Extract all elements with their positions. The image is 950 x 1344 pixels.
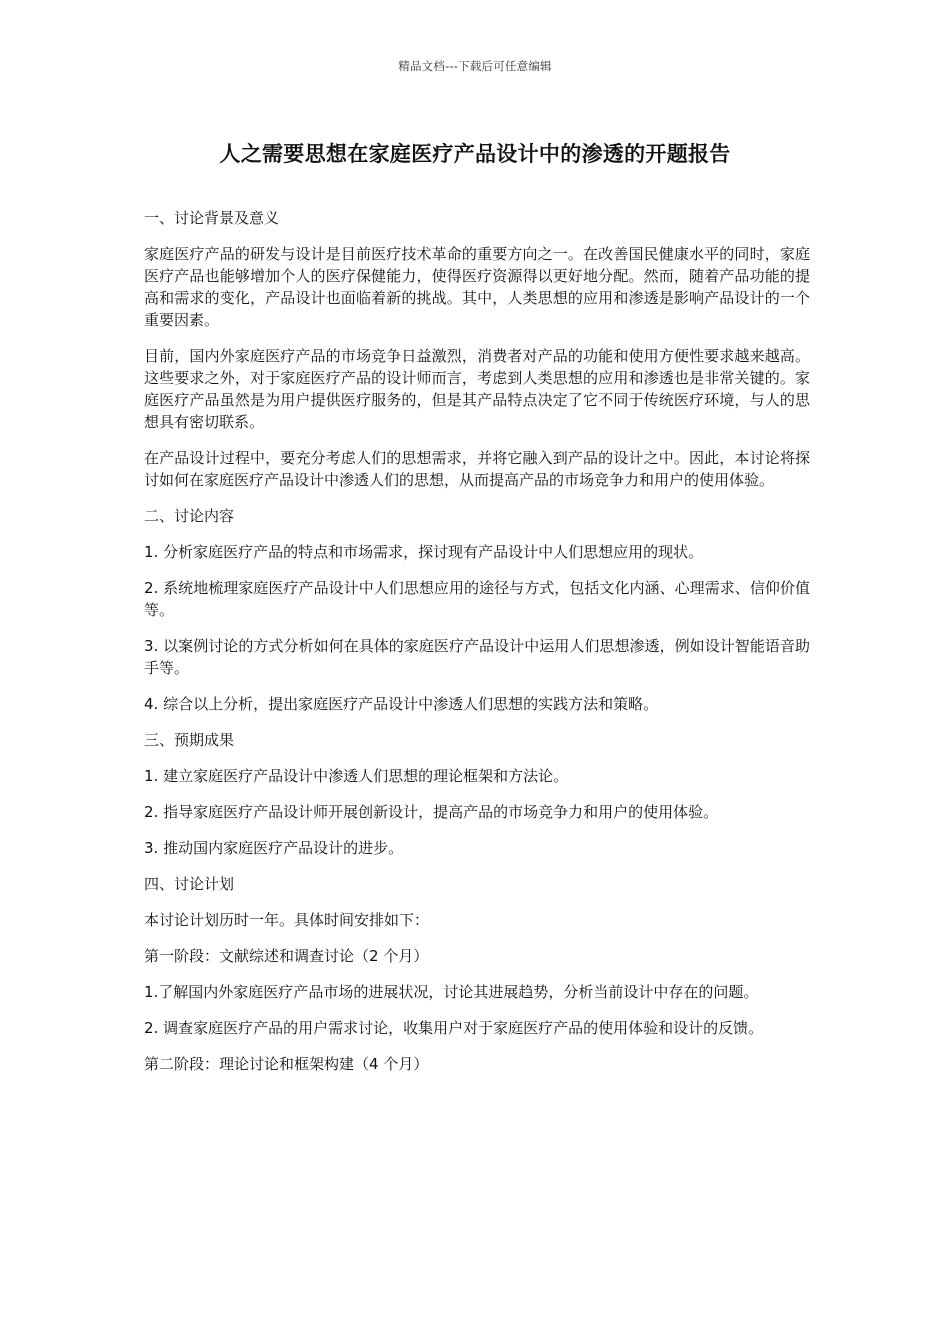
list-item: 1. 分析家庭医疗产品的特点和市场需求，探讨现有产品设计中人们思想应用的现状。 — [144, 543, 704, 561]
phase-heading: 第二阶段：理论讨论和框架构建（4 个月） — [144, 1055, 429, 1073]
list-item: 1. 建立家庭医疗产品设计中渗透人们思想的理论框架和方法论。 — [144, 767, 569, 785]
header-note: 精品文档---下载后可任意编辑 — [398, 59, 552, 73]
section-heading-plan: 四、讨论计划 — [144, 875, 235, 893]
document-title: 人之需要思想在家庭医疗产品设计中的渗透的开题报告 — [219, 142, 731, 166]
section-heading-expected-results: 三、预期成果 — [144, 731, 235, 749]
paragraph: 目前，国内外家庭医疗产品的市场竞争日益激烈，消费者对产品的功能和使用方便性要求越来越高。这些要求之外，对于家庭医疗产品的设计师而言，考虑到人类思想的应用和渗透也是非常关键的。家庭医疗产品虽然是为用户提供医疗服务的，但是其产品特点决定了它不同于传统医疗环境，与人的思想具有密切联系。 — [144, 347, 810, 431]
section-heading-content: 二、讨论内容 — [144, 507, 235, 525]
paragraph: 本讨论计划历时一年。具体时间安排如下： — [144, 911, 430, 929]
list-item: 2. 系统地梳理家庭医疗产品设计中人们思想应用的途径与方式，包括文化内涵、心理需求、信仰价值等。 — [144, 579, 810, 619]
section-heading-background: 一、讨论背景及意义 — [144, 209, 280, 227]
list-item: 3. 推动国内家庭医疗产品设计的进步。 — [144, 839, 404, 857]
list-item: 3. 以案例讨论的方式分析如何在具体的家庭医疗产品设计中运用人们思想渗透，例如设计智能语音助手等。 — [144, 637, 810, 677]
document-body — [144, 207, 810, 1089]
list-item: 2. 调查家庭医疗产品的用户需求讨论，收集用户对于家庭医疗产品的使用体验和设计的反馈。 — [144, 1019, 764, 1037]
list-item: 2. 指导家庭医疗产品设计师开展创新设计，提高产品的市场竞争力和用户的使用体验。 — [144, 803, 719, 821]
paragraph: 家庭医疗产品的研发与设计是目前医疗技术革命的重要方向之一。在改善国民健康水平的同时，家庭医疗产品也能够增加个人的医疗保健能力，使得医疗资源得以更好地分配。然而，随着产品功能的提高和需求的变化，产品设计也面临着新的挑战。其中，人类思想的应用和渗透是影响产品设计的一个重要因素。 — [144, 245, 810, 329]
list-item: 4. 综合以上分析，提出家庭医疗产品设计中渗透人们思想的实践方法和策略。 — [144, 695, 659, 713]
phase-heading: 第一阶段：文献综述和调查讨论（2 个月） — [144, 947, 429, 965]
list-item: 1.了解国内外家庭医疗产品市场的进展状况，讨论其进展趋势，分析当前设计中存在的问题。 — [144, 983, 759, 1001]
paragraph: 在产品设计过程中，要充分考虑人们的思想需求，并将它融入到产品的设计之中。因此，本讨论将探讨如何在家庭医疗产品设计中渗透人们的思想，从而提高产品的市场竞争力和用户的使用体验。 — [144, 449, 810, 489]
